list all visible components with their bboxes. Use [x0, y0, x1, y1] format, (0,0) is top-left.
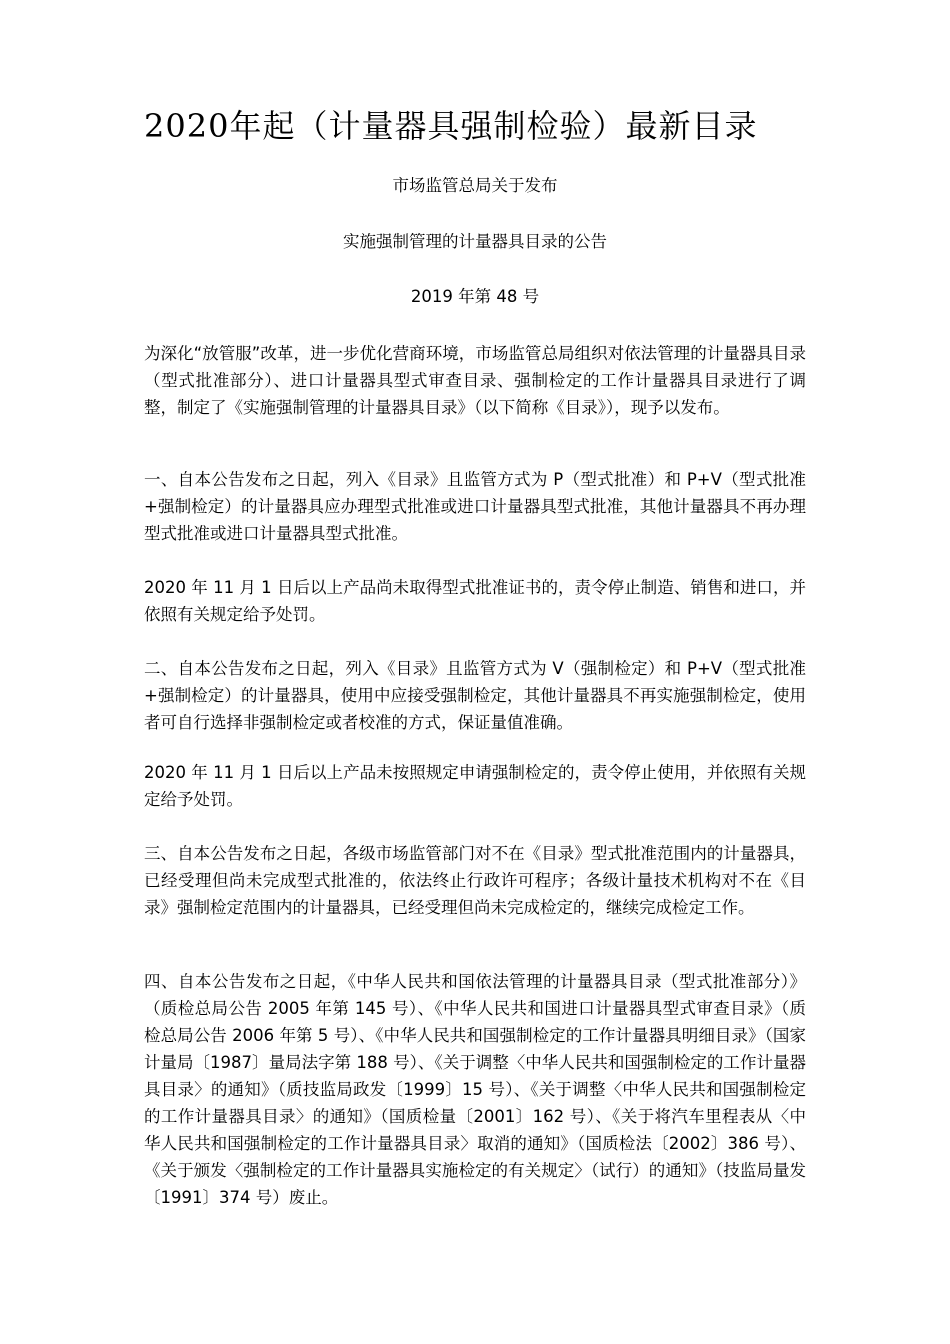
document-title: 2020年起（计量器具强制检验）最新目录	[144, 107, 758, 145]
paragraph-intro: 为深化“放管服”改革，进一步优化营商环境，市场监管总局组织对依法管理的计量器具目录（型式批准部分）、进口计量器具型式审查目录、强制检定的工作计量器具目录进行了调整，制定了《实施强制管理的计量器具目录》（以下简称《目录》），现予以发布。	[144, 344, 806, 417]
paragraph-item-1-deadline: 2020 年 11 月 1 日后以上产品尚未取得型式批准证书的，责令停止制造、销售和进口，并依照有关规定给予处罚。	[144, 578, 806, 624]
paragraph-item-2: 二、自本公告发布之日起，列入《目录》且监管方式为 V（强制检定）和 P+V（型式批准+强制检定）的计量器具，使用中应接受强制检定，其他计量器具不再实施强制检定，使用者可自行选择非强制检定或者校准的方式，保证量值准确。	[144, 659, 806, 732]
announcement-heading-line-1: 市场监管总局关于发布	[392, 176, 558, 195]
announcement-heading-line-2: 实施强制管理的计量器具目录的公告	[343, 232, 607, 251]
paragraph-item-4: 四、自本公告发布之日起，《中华人民共和国依法管理的计量器具目录（型式批准部分）》（质检总局公告 2005 年第 145 号）、《中华人民共和国进口计量器具型式审查目录》（质检总局公告 2006 年第 5 号）、《中华人民共和国强制检定的工作计量器具明细目录》（国家计量局〔1987〕量局法字第 188 号）、《关于调整〈中华人民共和国强制检定的工作计量器具目录〉的通知》（质技监局政发〔1999〕15 号）、《关于调整〈中华人民共和国强制检定的工作计量器具目录〉的通知》（国质检量〔2001〕162 号）、《关于将汽车里程表从〈中华人民共和国强制检定的工作计量器具目录〉取消的通知》（国质检法〔2002〕386 号）、《关于颁发〈强制检定的工作计量器具实施检定的有关规定〉（试行）的通知》（技监局量发〔1991〕374 号）废止。	[144, 972, 806, 1207]
paragraph-item-1: 一、自本公告发布之日起，列入《目录》且监管方式为 P（型式批准）和 P+V（型式批准+强制检定）的计量器具应办理型式批准或进口计量器具型式批准，其他计量器具不再办理型式批准或进口计量器具型式批准。	[144, 470, 806, 543]
paragraph-item-2-deadline: 2020 年 11 月 1 日后以上产品未按照规定申请强制检定的，责令停止使用，并依照有关规定给予处罚。	[144, 763, 806, 809]
paragraph-item-3: 三、自本公告发布之日起，各级市场监管部门对不在《目录》型式批准范围内的计量器具，已经受理但尚未完成型式批准的，依法终止行政许可程序；各级计量技术机构对不在《目录》强制检定范围内的计量器具，已经受理但尚未完成检定的，继续完成检定工作。	[144, 844, 806, 917]
announcement-number: 2019 年第 48 号	[410, 287, 540, 306]
